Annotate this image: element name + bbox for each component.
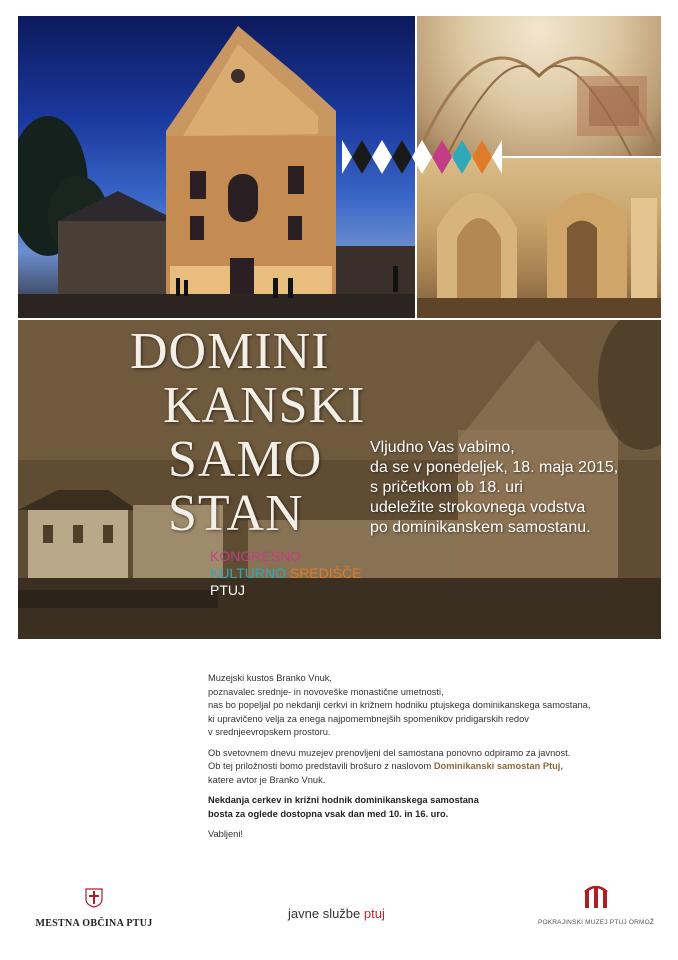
body-line: Ob svetovnem dnevu muzejev prenovljeni del samostana ponovno odpiramo za javnost. — [208, 747, 571, 758]
body-line: ki upravičeno velja za enega najpomembnejših spomenikov pridigarskih redov — [208, 713, 529, 724]
paragraph-museum-day — [208, 747, 660, 788]
javne-sluzbe-logo — [288, 906, 385, 921]
invitation-line: Vljudno Vas vabimo, — [370, 439, 515, 456]
body-line: v srednjeevropskem prostoru. — [208, 727, 331, 737]
invitation-line: da se v ponedeljek, 18. maja 2015, — [370, 459, 619, 476]
brand-kulturno: KULTURNO — [210, 565, 286, 581]
brand-sredisce: SREDIŠČE — [289, 565, 362, 581]
diamond-ornament — [342, 140, 502, 174]
body-line: Ob tej priložnosti bomo predstavili brošuro z naslovom — [208, 761, 434, 771]
pokrajinski-muzej-text: POKRAJINSKI MUZEJ PTUJ ORMOŽ — [537, 919, 655, 926]
body-line: bosta za oglede dostopna vsak dan med 10. in 16. uro. — [208, 808, 449, 819]
coat-of-arms-icon — [85, 888, 103, 908]
mestna-obcina-text: MESTNA OBČINA PTUJ — [35, 918, 153, 929]
cloister-photo — [417, 158, 661, 318]
invitation-line: udeležite strokovnega vodstva — [370, 499, 586, 516]
closing-text: Vabljeni! — [208, 829, 243, 839]
invitation-line: s pričetkom ob 18. uri — [370, 479, 523, 496]
body-line: katere avtor je Branko Vnuk. — [208, 774, 326, 785]
poster-title — [130, 325, 365, 541]
kongresno-kulturno-logo — [210, 548, 361, 599]
museum-emblem-icon — [582, 886, 610, 910]
body-line: nas bo popeljal po nekdanji cerkvi in križnem hodniku ptujskega dominikanskega samostana, — [208, 700, 591, 710]
javne-sluzbe-text: javne službe — [288, 906, 364, 921]
body-line: Muzejski kustos Branko Vnuk, — [208, 673, 333, 683]
brand-ptuj: PTUJ — [210, 582, 245, 598]
vaulted-ceiling-photo — [417, 16, 661, 156]
body-line: Nekdanja cerkev in križni hodnik dominikanskega samostana — [208, 795, 479, 805]
title-line: SAMO — [168, 431, 323, 488]
paragraph-intro — [208, 672, 660, 740]
invitation-text — [370, 438, 660, 538]
brand-kongresno: KONGRESNO — [210, 548, 302, 564]
invitation-line: po dominikanskem samostanu. — [370, 519, 591, 536]
title-line: DOMINI — [130, 323, 330, 380]
brochure-title: Dominikanski samostan Ptuj, — [433, 761, 563, 771]
title-line: STAN — [168, 485, 304, 542]
pokrajinski-muzej-logo — [530, 886, 662, 926]
javne-sluzbe-ptuj: ptuj — [363, 906, 385, 921]
title-line: KANSKI — [163, 377, 366, 434]
body-line: poznavalec srednje- in novoveške monastične umetnosti, — [208, 686, 444, 697]
mestna-obcina-logo — [34, 888, 154, 929]
body-text — [208, 672, 660, 849]
paragraph-opening-hours — [208, 794, 660, 821]
